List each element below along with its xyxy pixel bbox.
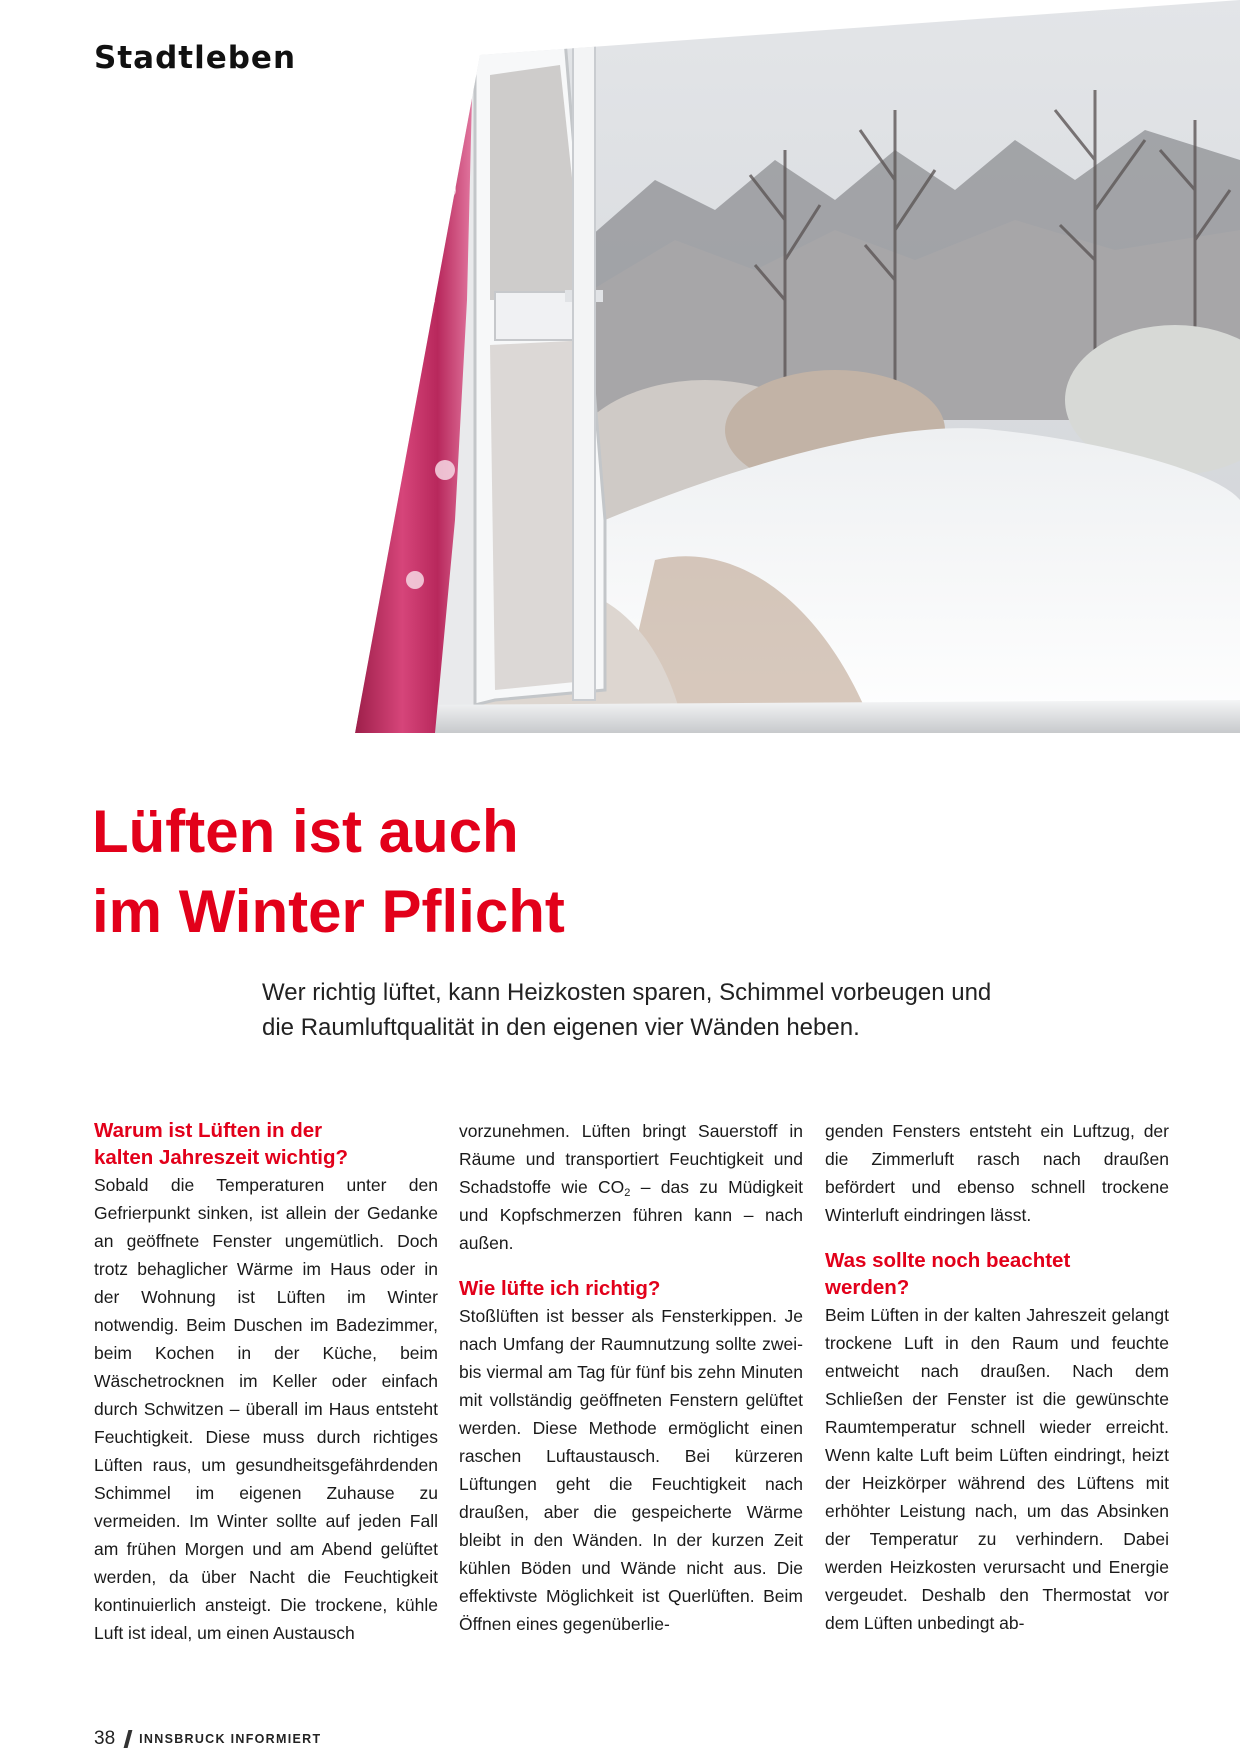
subheading-why-line-2: kalten Jahreszeit wichtig? [94,1146,349,1169]
page-footer [94,1728,321,1750]
article-title-line-2: im Winter Pflicht [92,878,565,945]
co2-subscript: 2 [624,1187,631,1199]
paragraph-2-part-1: vorzunehmen. Lüften bringt Sauerstoff in Räume und transportiert Feuchtigkeit und Schadstoffe wie CO [459,1121,803,1197]
text-column-2 [459,1117,803,1638]
subheading-how: Wie lüfte ich richtig? [459,1277,661,1300]
paragraph-1: Sobald die Temperaturen unter den Gefrierpunkt sinken, ist allein der Gedanke an geöffnete Fenster ungemütlich. Doch trotz behaglicher Wärme im Haus oder in der Wohnung ist Lüften im Winter notwendig. Beim Duschen im Badezimmer, beim Kochen in der Küche, beim Wäschetrocknen im Keller oder einfach durch Schwitzen – überall im Haus entsteht Feuchtigkeit. Diese muss durch richtiges Lüften raus, um gesundheitsgefährdenden Schimmel im eigenen Zuhause zu vermeiden. Im Winter sollte auf jeden Fall am frühen Morgen und am Abend gelüftet werden, da über Nacht die Feuchtigkeit kontinuierlich ansteigt. Die trockene, kühle Luft ist ideal, um einen Austausch [94,1175,438,1643]
snowy-window-photo [355,0,1240,733]
text-column-3 [825,1117,1169,1637]
subheading-what-else [825,1247,1169,1301]
paragraph-2 [459,1117,803,1257]
paragraph-3: Stoßlüften ist besser als Fensterkippen. Je nach Umfang der Raumnutzung sollte zwei- bis viermal am Tag für fünf bis zehn Minuten mit vollständig geöffneten Fenstern gelüftet werden. Diese Methode ermöglicht einen raschen Luftaustausch. Bei kürzeren Lüftungen geht die Feuchtigkeit nach draußen, aber die gespeicherte Wärme bleibt in den Wänden. In der kurzen Zeit kühlen Böden und Wände nicht aus. Die effektivste Möglichkeit ist Querlüften. Beim Öffnen eines gegenüberlie- [459,1306,803,1634]
publication-name: INNSBRUCK INFORMIERT [139,1732,322,1746]
text-column-1 [94,1117,438,1647]
article-title [92,792,992,952]
paragraph-2-part-2: – das zu Müdigkeit und Kopfschmerzen führen kann – nach außen. [459,1177,803,1253]
article-title-line-1: Lüften ist auch [92,798,519,865]
subheading-what-else-line-2: werden? [825,1276,910,1299]
article-lead: Wer richtig lüftet, kann Heizkosten sparen, Schimmel vorbeugen und die Raumluftqualität in den eigenen vier Wänden heben. [262,979,992,1041]
subheading-what-else-line-1: Was sollte noch beachtet [825,1249,1071,1272]
paragraph-4: genden Fensters entsteht ein Luftzug, der die Zimmerluft rasch nach draußen befördert und ebenso schnell trockene Winterluft eindringen lässt. [825,1121,1169,1225]
subheading-why [94,1117,438,1171]
subheading-why-line-1: Warum ist Lüften in der [94,1119,323,1142]
paragraph-5: Beim Lüften in der kalten Jahreszeit gelangt trockene Luft in den Raum und feuchte entweicht nach draußen. Nach dem Schließen der Fenster ist die gewünschte Raumtemperatur schnell wieder erreicht. Wenn kalte Luft beim Lüften eindringt, heizt der Heizkörper während des Lüftens mit erhöhter Leistung nach, um das Absinken der Temperatur zu verhindern. Dabei werden Heizkosten verursacht und Energie vergeudet. Deshalb den Thermostat vor dem Lüften unbedingt ab- [825,1305,1169,1633]
page-number: 38 [94,1728,116,1749]
section-label: Stadtleben [94,40,297,76]
footer-divider [124,1730,133,1748]
